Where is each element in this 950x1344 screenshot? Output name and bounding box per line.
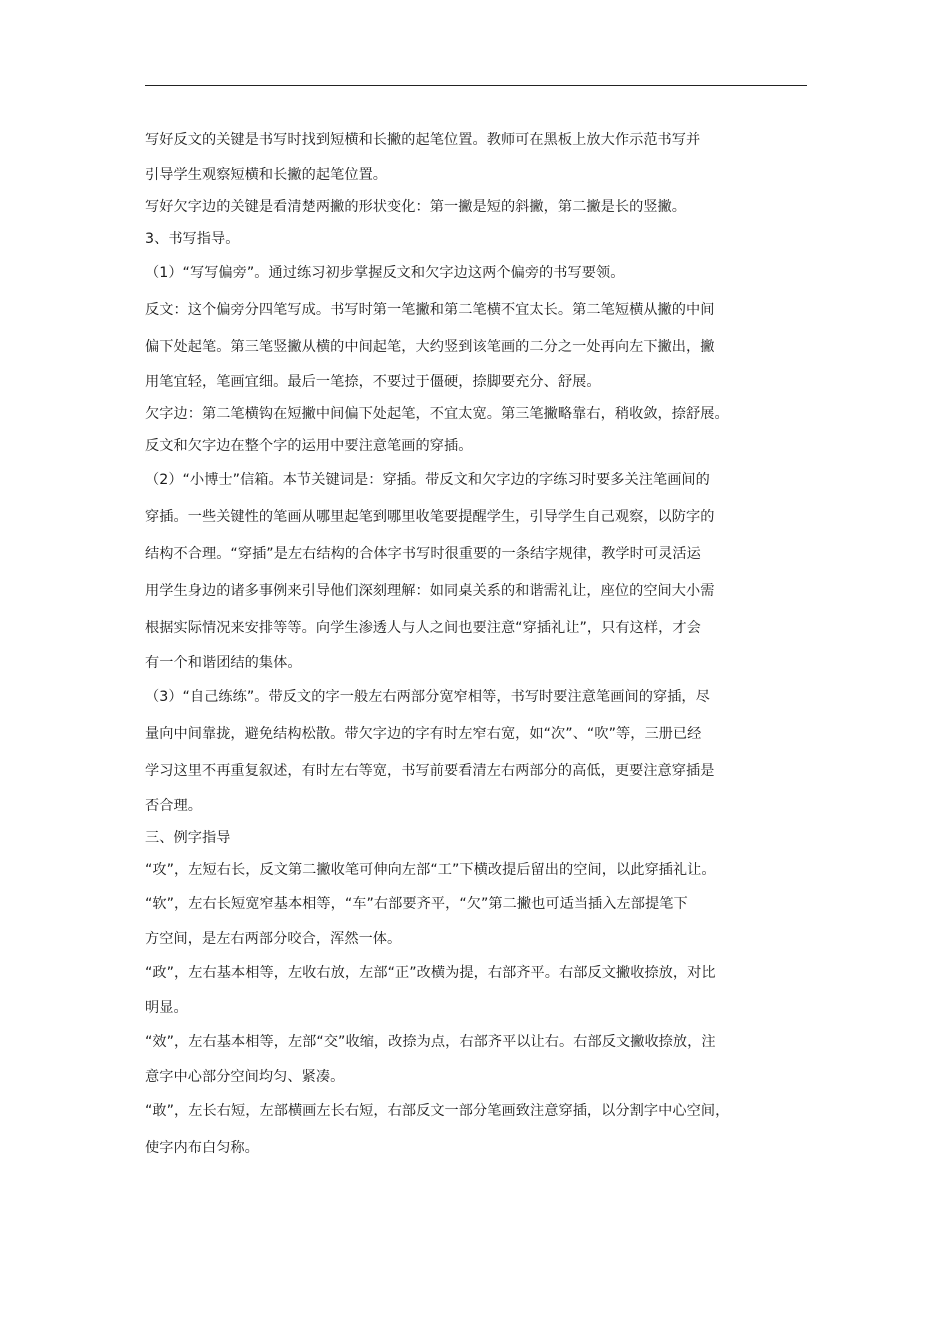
paragraph-line: 偏下处起笔。第三笔竖撇从横的中间起笔，大约竖到该笔画的二分之一处再向左下撇出，撇 bbox=[145, 339, 715, 355]
paragraph-line: 欠字边：第二笔横钩在短撇中间偏下处起笔，不宜太宽。第三笔撇略靠右，稍收敛，捺舒展。 bbox=[145, 406, 729, 422]
paragraph-line: “软”，左右长短宽窄基本相等，“车”右部要齐平，“欠”第二撇也可适当插入左部提笔下 bbox=[145, 896, 688, 912]
paragraph-line: 用笔宜轻，笔画宜细。最后一笔捺，不要过于僵硬，捺脚要充分、舒展。 bbox=[145, 374, 601, 390]
paragraph-line: 否合理。 bbox=[145, 798, 202, 814]
paragraph-line: 有一个和谐团结的集体。 bbox=[145, 655, 302, 671]
paragraph-line: 使字内布白匀称。 bbox=[145, 1140, 259, 1156]
paragraph-line: “效”，左右基本相等，左部“交”收缩，改捺为点，右部齐平以让右。右部反文撇收捺放，注 bbox=[145, 1034, 716, 1050]
document-body bbox=[145, 122, 807, 1167]
paragraph-line: 用学生身边的诸多事例来引导他们深刻理解：如同桌关系的和谐需礼让，座位的空间大小需 bbox=[145, 583, 715, 599]
paragraph-line: 根据实际情况来安排等等。向学生渗透人与人之间也要注意“穿插礼让”，只有这样，才会 bbox=[145, 620, 701, 636]
paragraph-line: 方空间，是左右两部分咬合，浑然一体。 bbox=[145, 931, 402, 947]
paragraph-line: 反文和欠字边在整个字的运用中要注意笔画的穿插。 bbox=[145, 438, 473, 454]
paragraph-line: 结构不合理。“穿插”是左右结构的合体字书写时很重要的一条结字规律，教学时可灵活运 bbox=[145, 546, 701, 562]
section-heading: 3、书写指导。 bbox=[145, 231, 240, 247]
paragraph-line: 明显。 bbox=[145, 1000, 188, 1016]
subsection-heading: （2）“小博士”信箱。本节关键词是：穿插。带反文和欠字边的字练习时要多关注笔画间的 bbox=[145, 472, 710, 488]
paragraph-line: 穿插。一些关键性的笔画从哪里起笔到哪里收笔要提醒学生，引导学生自己观察，以防字的 bbox=[145, 509, 715, 525]
section-heading: 三、例字指导 bbox=[145, 830, 231, 846]
paragraph-line: 意字中心部分空间均匀、紧凑。 bbox=[145, 1069, 345, 1085]
paragraph-line: “攻”，左短右长，反文第二撇收笔可伸向左部“工”下横改提后留出的空间，以此穿插礼让。 bbox=[145, 862, 716, 878]
paragraph-line: 写好欠字边的关键是看清楚两撇的形状变化：第一撇是短的斜撇，第二撇是长的竖撇。 bbox=[145, 199, 687, 215]
header-rule bbox=[145, 85, 807, 86]
paragraph-line: “政”，左右基本相等，左收右放，左部“正”改横为提，右部齐平。右部反文撇收捺放，对比 bbox=[145, 965, 716, 981]
paragraph-line: 学习这里不再重复叙述，有时左右等宽，书写前要看清左右两部分的高低，更要注意穿插是 bbox=[145, 763, 715, 779]
subsection-heading: （1）“写写偏旁”。通过练习初步掌握反文和欠字边这两个偏旁的书写要领。 bbox=[145, 265, 625, 281]
paragraph-line: 引导学生观察短横和长撇的起笔位置。 bbox=[145, 167, 388, 183]
paragraph-line: 量向中间靠拢，避免结构松散。带欠字边的字有时左窄右宽，如“次”、“吹”等，三册已经 bbox=[145, 726, 702, 742]
paragraph-line: 写好反文的关键是书写时找到短横和长撇的起笔位置。教师可在黑板上放大作示范书写并 bbox=[145, 132, 701, 148]
paragraph-line: “敢”，左长右短，左部横画左长右短，右部反文一部分笔画致注意穿插，以分割字中心空间， bbox=[145, 1103, 730, 1119]
subsection-heading: （3）“自己练练”。带反文的字一般左右两部分宽窄相等，书写时要注意笔画间的穿插，尽 bbox=[145, 689, 710, 705]
paragraph-line: 反文：这个偏旁分四笔写成。书写时第一笔撇和第二笔横不宜太长。第二笔短横从撇的中间 bbox=[145, 302, 715, 318]
